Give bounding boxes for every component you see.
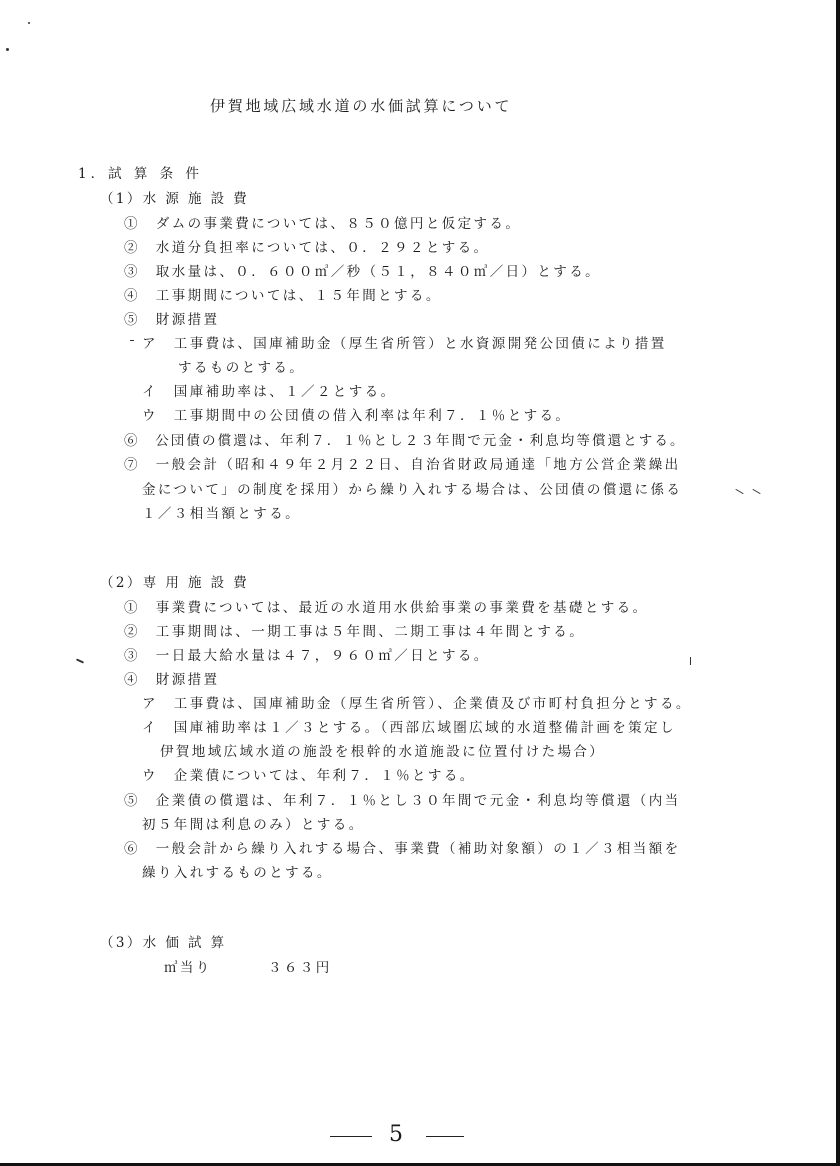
page-number-right-rule xyxy=(426,1136,464,1137)
s1-item-3: ③ 取水量は、０．６００㎥／秒（５１，８４０㎥／日）とする。 xyxy=(124,264,601,280)
page-number: 5 xyxy=(389,1122,403,1147)
subsection-2-heading: （2）専 用 施 設 費 xyxy=(100,575,250,591)
s2-item-3: ③ 一日最大給水量は４７，９６０㎥／日とする。 xyxy=(124,648,490,664)
s2-item-1: ① 事業費については、最近の水道用水供給事業の事業費を基礎とする。 xyxy=(124,600,649,616)
s2-sub-i-cont: 伊賀地域広域水道の施設を根幹的水道施設に位置付けた場合） xyxy=(160,744,606,760)
water-price-unit-label: ㎥当り xyxy=(164,960,212,976)
s2-item-5-line1: ⑤ 企業債の償還は、年利７．１％とし３０年間で元金・利息均等償還（内当 xyxy=(124,793,681,809)
page-number-left-rule xyxy=(330,1136,372,1137)
s1-item-4: ④ 工事期間については、１５年間とする。 xyxy=(124,288,442,304)
s1-item-7-line1: ⑦ 一般会計（昭和４９年２月２２日、自治省財政局通達「地方公営企業繰出 xyxy=(124,457,681,473)
scan-speck xyxy=(6,48,9,51)
s1-sub-u: ウ 工事期間中の公団債の借入利率は年利７．１％とする。 xyxy=(142,408,572,424)
s2-item-5-line2: 初５年間は利息のみ）とする。 xyxy=(142,817,365,833)
scan-speck xyxy=(130,340,134,341)
scan-speck xyxy=(76,658,84,663)
s2-sub-i: イ 国庫補助率は１／３とする。（西部広域圏広域的水道整備計画を策定し xyxy=(142,720,676,736)
scan-speck xyxy=(28,22,30,24)
scan-speck xyxy=(735,489,743,494)
s1-sub-a-cont: するものとする。 xyxy=(178,360,306,376)
s2-sub-a: ア 工事費は、国庫補助金（厚生省所管）、企業債及び市町村負担分とする。 xyxy=(142,696,692,712)
s1-item-7-line3: １／３相当額とする。 xyxy=(142,506,301,522)
s2-item-6-line1: ⑥ 一般会計から繰り入れする場合、事業費（補助対象額）の１／３相当額を xyxy=(124,841,681,857)
section-1-heading: 1．試 算 条 件 xyxy=(78,166,203,182)
s1-item-2: ② 水道分負担率については、０．２９２とする。 xyxy=(124,240,490,256)
scan-right-edge xyxy=(836,0,840,1166)
s2-item-2: ② 工事期間は、一期工事は５年間、二期工事は４年間とする。 xyxy=(124,624,586,640)
subsection-3-heading: （3）水 価 試 算 xyxy=(100,935,227,951)
scan-speck xyxy=(690,657,691,665)
s2-item-6-line2: 繰り入れするものとする。 xyxy=(142,865,333,881)
water-price-value: ３６３円 xyxy=(268,960,332,976)
s1-item-5: ⑤ 財源措置 xyxy=(124,312,220,328)
scan-speck xyxy=(752,489,760,494)
s1-item-7-line2: 金について」の制度を採用）から繰り入れする場合は、公団債の償還に係る xyxy=(142,482,683,498)
s2-item-4: ④ 財源措置 xyxy=(124,672,220,688)
subsection-1-heading: （1）水 源 施 設 費 xyxy=(100,191,250,207)
s1-sub-i: イ 国庫補助率は、１／２とする。 xyxy=(142,384,397,400)
s1-item-6: ⑥ 公団債の償還は、年利７．１％とし２３年間で元金・利息均等償還とする。 xyxy=(124,433,686,449)
s1-sub-a: ア 工事費は、国庫補助金（厚生省所管）と水資源開発公団債により措置 xyxy=(142,336,667,352)
document-title: 伊賀地域広域水道の水価試算について xyxy=(210,97,513,115)
s1-item-1: ① ダムの事業費については、８５０億円と仮定する。 xyxy=(124,216,522,232)
s2-sub-u: ウ 企業債については、年利７．１％とする。 xyxy=(142,768,476,784)
